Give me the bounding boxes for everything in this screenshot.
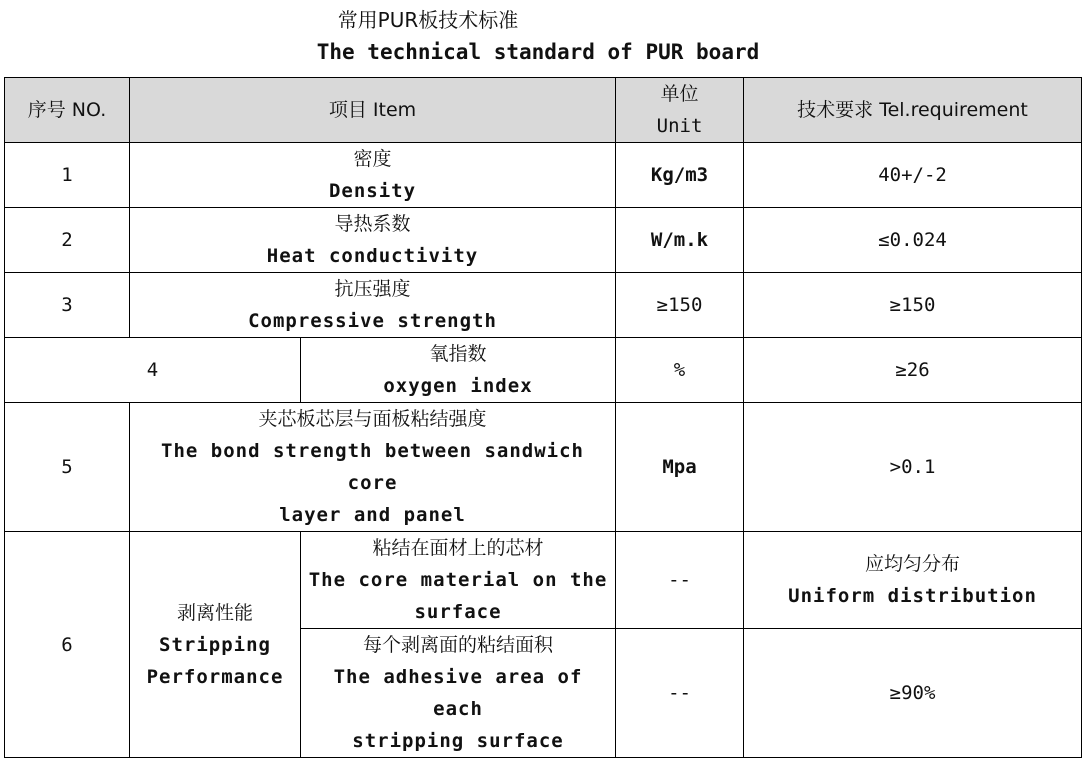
item-zh: 氧指数 [429,343,487,365]
item-zh: 导热系数 [334,213,411,235]
row-number: 1 [5,143,130,208]
row-item [130,143,616,208]
item-zh: 粘结在面材上的芯材 [372,537,544,559]
group-en-line1: Stripping [159,633,271,656]
item-en-line1: The core material on the [308,569,608,591]
row-item [130,208,616,273]
row-item [301,338,616,403]
item-zh: 每个剥离面的粘结面积 [363,634,554,656]
item-en-line2: layer and panel [279,504,466,526]
row-unit: W/m.k [616,208,744,273]
group-zh: 剥离性能 [176,601,253,624]
row-requirement: 40+/-2 [744,143,1082,208]
row-unit: % [616,338,744,403]
row-unit: -- [616,532,744,629]
row-unit: Kg/m3 [616,143,744,208]
item-en: oxygen index [383,375,533,397]
row-number: 6 [5,532,130,758]
item-en-line1: The adhesive area of each [333,666,583,720]
table-row [5,273,1082,338]
header-unit-zh: 单位 [660,83,699,105]
row-requirement: ≥90% [744,629,1082,758]
header-row [5,78,1082,143]
item-en: Density [328,180,417,202]
header-unit-en: Unit [656,115,703,137]
table-row [5,532,1082,629]
row-item [130,273,616,338]
item-en-line2: surface [414,601,502,623]
table-row [5,143,1082,208]
row-requirement: ≥150 [744,273,1082,338]
item-en-line1: The bond strength between sandwich core [161,440,584,494]
item-zh: 抗压强度 [334,278,411,300]
row-item [130,403,616,532]
group-en-line2: Performance [146,665,284,688]
standard-table [4,77,1082,758]
row-number: 3 [5,273,130,338]
item-en-line2: stripping surface [352,730,564,752]
row-unit: Mpa [616,403,744,532]
table-row [5,338,1082,403]
row-requirement: ≥26 [744,338,1082,403]
item-en: Heat conductivity [266,245,479,267]
row-requirement: ≤0.024 [744,208,1082,273]
item-en: Compressive strength [248,310,497,332]
row-number: 4 [5,338,301,403]
item-zh: 密度 [353,148,392,170]
item-zh: 夹芯板芯层与面板粘结强度 [258,408,487,430]
requirement-en: Uniform distribution [788,585,1037,607]
row-item [301,532,616,629]
title-chinese: 常用PUR板技术标准 [337,8,519,32]
header-item: 项目 Item [130,78,616,143]
title-english: The technical standard of PUR board [316,40,760,64]
row-requirement [744,532,1082,629]
header-unit [616,78,744,143]
header-no: 序号 NO. [5,78,130,143]
row-number: 5 [5,403,130,532]
row-number: 2 [5,208,130,273]
row-unit: ≥150 [616,273,744,338]
group-item [130,532,301,758]
row-unit: -- [616,629,744,758]
header-requirement: 技术要求 Tel.requirement [744,78,1082,143]
table-row [5,208,1082,273]
row-item [301,629,616,758]
table-row [5,403,1082,532]
row-requirement: >0.1 [744,403,1082,532]
requirement-zh: 应均匀分布 [865,553,961,575]
